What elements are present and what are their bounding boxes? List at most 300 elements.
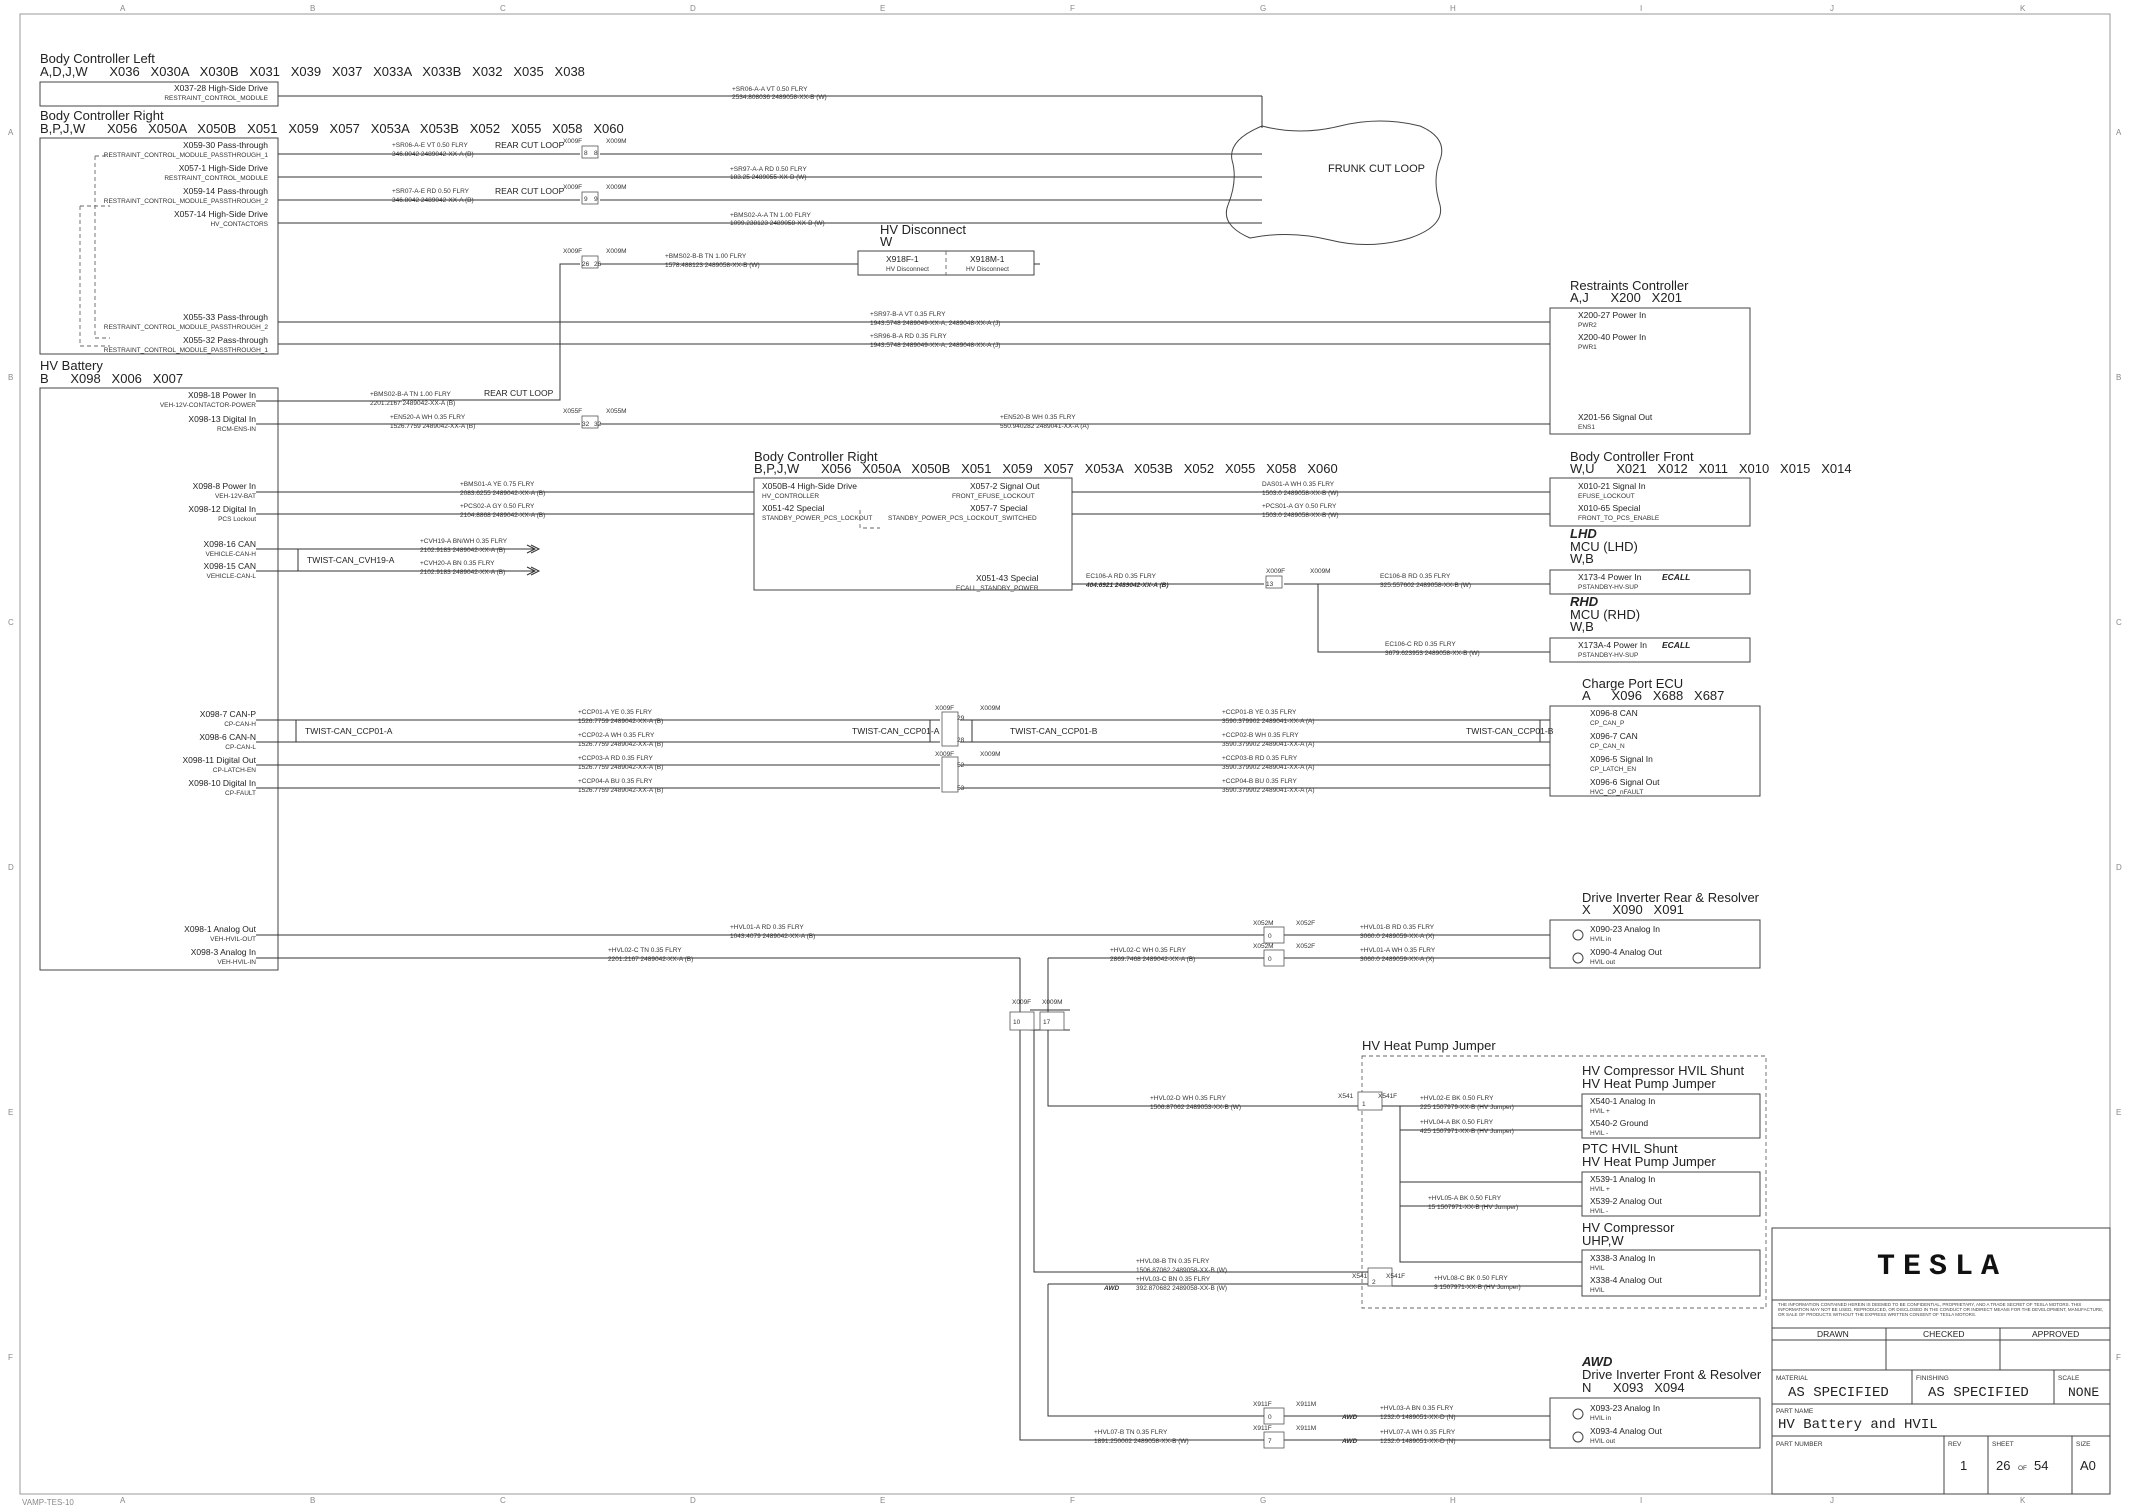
pin-signal: CP-CAN-H [224,721,256,728]
wire-label: +CVH20-A BN 0.35 FLRY [420,560,495,567]
wire-label: DAS01-A WH 0.35 FLRY [1262,481,1335,488]
wire-label: +BMS01-A YE 0.75 FLRY [460,481,535,488]
module-pins: N X093 X094 [1582,1380,1685,1395]
finishing-label: FINISHING [1916,1375,1949,1382]
wire-label: +CCP01-A YE 0.35 FLRY [578,709,653,716]
pin-signal: PWR2 [1578,322,1597,329]
wire-label: +EN520-B WH 0.35 FLRY [1000,414,1076,421]
wire-spec: 1099.238123 2489058-XX-B (W) [730,220,825,227]
pin-label: X096-8 CAN [1590,708,1638,718]
wire-spec: 2102.9183 2489042-XX-A (B) [420,569,506,576]
sheet-value: 26 [1996,1458,2011,1473]
connector-label: X009F [1012,999,1032,1006]
connector-label: X052M [1253,943,1274,950]
connector-pin: 7 [1268,1438,1272,1445]
part-number-label: PART NUMBER [1776,1441,1823,1448]
connector-pin: 8 [594,150,598,157]
wire-spec: 2201.2167 2489042-XX-A (B) [370,400,456,407]
pin-signal: HV Disconnect [886,266,929,273]
connector-pin: 8 [584,150,588,157]
wire-label: +CCP04-B BU 0.35 FLRY [1222,778,1297,785]
module-title: HV Compressor HVIL Shunt [1582,1063,1745,1078]
wire-spec: 325.557602 2489058-XX-B (W) [1380,582,1472,589]
connector-label: X911F [1253,1425,1272,1432]
body-controller-front [1550,449,1852,526]
connector-label: X009F [935,751,955,758]
frunk-cut-loop [1226,121,1441,245]
zone-labels-side [8,128,2122,1362]
zone-label: F [1070,1496,1075,1505]
wire-spec: 1526.7759 2489042-XX-A (B) [390,423,476,430]
pin-signal: PCS Lockout [218,516,256,523]
zone-label: D [2116,863,2122,872]
connector-label: X009F [563,248,583,255]
wire-spec: 346.8042 2489042-XX-A (B) [392,197,474,204]
pin-label: X201-56 Signal Out [1578,412,1653,422]
wire-label: +HVL04-A BK 0.50 FLRY [1420,1119,1494,1126]
pin-signal: VEH-HVIL-OUT [210,936,256,943]
wire-label: +CCP03-B RD 0.35 FLRY [1222,755,1298,762]
zone-label: C [2116,618,2122,627]
disclaimer-text: THE INFORMATION CONTAINED HEREIN IS DEEMED TO BE CONFIDENTIAL, PROPRIETARY, AND A TRADE SECRET OF TESLA MOTORS. THIS INFORMATION MAY NOT BE USED, REPRODUCED, OR DISCLOSED IN THE CONDUCT OR INDIRECT MEANS FOR THE DEVELOPMENT, MANUFACTURE, OR SALE OF PRODUCTS WITHOUT THE EXPRESS WRITTEN CONSENT OF TESLA MOTORS. [1778,1302,2104,1317]
footer-note: VAMP-TES-10 [22,1498,74,1507]
wire-spec: 1943.5748 2489049-XX-A, 2489048-XX-A (J) [870,342,1001,349]
zone-label: J [1830,1496,1834,1505]
pin-signal: RESTRAINT_CONTROL_MODULE_PASSTHROUGH_1 [103,347,268,354]
zone-label: A [8,128,14,137]
pin-signal: VEHICLE-CAN-H [205,551,256,558]
module-title: Restraints Controller [1570,278,1689,293]
wire-spec: 1503.0 2489058-XX-B (W) [1262,490,1339,497]
charge-port-ecu [1550,676,1760,796]
pin-label: X098-16 CAN [203,539,256,549]
awd-label: AWD [1104,1285,1120,1292]
size-label: SIZE [2076,1441,2091,1448]
module-title: Body Controller Left [40,51,155,66]
connector-pin: 0 [1268,956,1272,963]
scale-label: SCALE [2058,1375,2080,1382]
connector-label: X052F [1296,920,1316,927]
zone-label: C [8,618,14,627]
module-title: PTC HVIL Shunt [1582,1141,1678,1156]
wire-label: +CCP03-A RD 0.35 FLRY [578,755,653,762]
wire-spec: 2102.9183 2489042-XX-A (B) [420,547,506,554]
material-label: MATERIAL [1776,1375,1809,1382]
rev-value: 1 [1960,1458,1968,1473]
connector-label: X055F [563,408,583,415]
connector-label: X052M [1253,920,1274,927]
wire-label: +SR96-B-A RD 0.35 FLRY [870,333,947,340]
wire-label: +SR06-A-A VT 0.50 FLRY [732,86,808,93]
wire-label: +SR07-A-E RD 0.50 FLRY [392,188,470,195]
wire-label: +HVL02-C TN 0.35 FLRY [608,947,682,954]
restraints-controller [1550,278,1750,434]
wire-label: +BMS02-A-A TN 1.00 FLRY [730,212,811,219]
sheet-of: OF [2018,1465,2028,1472]
zone-label: B [310,4,316,13]
pin-label: X057-2 Signal Out [970,481,1040,491]
zone-label: E [880,4,886,13]
zone-label: D [8,863,14,872]
pin-label: X090-4 Analog Out [1590,947,1662,957]
size-value: A0 [2080,1458,2096,1473]
module-pins: W,B [1570,619,1594,634]
module-box [40,388,278,970]
wire-spec: 550.940282 2489041-XX-A (A) [1000,423,1089,430]
connector-pin: 1 [1362,1101,1366,1108]
zone-label: B [310,1496,316,1505]
connector-label: X009F [563,138,583,145]
connector-pin: 0 [1268,933,1272,940]
zone-label: E [8,1108,14,1117]
wire-spec: 1503.0 2489058-XX-B (W) [1262,512,1339,519]
connector-label: X009F [935,705,955,712]
connector-pin: 9 [584,196,588,203]
variant-label: AWD [1582,1354,1613,1369]
pin-label: X010-65 Special [1578,503,1641,513]
connector-label: X541F [1378,1093,1398,1100]
pin-signal: VEH-HVIL-IN [217,959,256,966]
connector-label: X009F [563,184,583,191]
pin-signal: HVIL in [1590,936,1612,943]
wire-spec: 3590.379902 2489041-XX-A (A) [1222,787,1315,794]
connector-label: X009M [606,248,627,255]
connector-label: X541 [1338,1093,1354,1100]
wire-spec: 1232.0 1489051-XX-D (N) [1380,1414,1456,1421]
connector-label: X009M [1042,999,1063,1006]
module-pins: A,J X200 X201 [1570,290,1683,305]
zone-label: K [2020,1496,2026,1505]
wires-mid [256,388,1550,576]
module-title: HV Battery [40,358,103,373]
cut-loop-label: REAR CUT LOOP [495,186,565,196]
hvil-lower [1034,1030,1550,1448]
pin-signal: VEH-12V-BAT [214,493,256,500]
sheet-total: 54 [2034,1458,2049,1473]
variant-label: RHD [1570,594,1599,609]
connector-pin: 32 [582,421,590,428]
wire-label: +BMS02-B-B TN 1.00 FLRY [665,253,747,260]
hv-battery [40,358,278,970]
connector-pin: 0 [1268,1414,1272,1421]
wire-spec: 3590.379902 2489041-XX-A (A) [1222,718,1315,725]
connector-pin: 29 [957,715,965,722]
pin-signal: RESTRAINT_CONTROL_MODULE [164,175,268,182]
pin-signal: RESTRAINT_CONTROL_MODULE [164,95,268,102]
awd-label: AWD [1342,1438,1358,1445]
pin-label: X057-7 Special [970,503,1028,513]
wire-spec: 1526.7759 2489042-XX-A (B) [578,764,664,771]
material-value: AS SPECIFIED [1788,1385,1889,1401]
zone-label: F [1070,4,1075,13]
charge-port-wires [256,705,1554,794]
pin-label: X096-6 Signal Out [1590,777,1660,787]
wire-label: +HVL01-A RD 0.35 FLRY [730,924,804,931]
pin-signal: CP_CAN_P [1590,720,1625,727]
wire-label: +HVL03-A BN 0.35 FLRY [1380,1405,1454,1412]
twist-label: TWIST-CAN_CVH19-A [307,555,395,565]
wire-label: +CVH19-A BN/WH 0.35 FLRY [420,538,508,545]
pin-signal: VEH-12V-CONTACTOR-POWER [159,402,256,409]
pin-label: X098-11 Digital Out [182,755,256,765]
wire-spec: 1526.7759 2489042-XX-A (B) [578,741,664,748]
connector-label: X009F [1266,568,1286,575]
rev-label: REV [1948,1441,1962,1448]
wire-label: +HVL01-A WH 0.35 FLRY [1360,947,1436,954]
cut-loop-label: REAR CUT LOOP [484,388,554,398]
pin-signal: HVIL out [1590,959,1616,966]
zone-labels-bottom [120,1496,2026,1505]
connector-label: X541 [1352,1273,1368,1280]
wire-spec: 2083.6255 2489042-XX-A (B) [460,490,546,497]
twist-label: TWIST-CAN_CCP01-B [1010,726,1098,736]
wire-label: +HVL02-D WH 0.35 FLRY [1150,1095,1226,1102]
wire-label: +HVL03-C BN 0.35 FLRY [1136,1276,1211,1283]
module-title: MCU (LHD) [1570,539,1638,554]
module-pins: W,U X021 X012 X011 X010 X015 X014 [1570,461,1852,476]
pin-label: X093-4 Analog Out [1590,1426,1662,1436]
connector-label: X541F [1386,1273,1406,1280]
pin-signal: PSTANDBY-HV-SUP [1578,584,1639,591]
zone-label: C [500,4,506,13]
connector-label: X911M [1296,1401,1317,1408]
pin-label: X539-1 Analog In [1590,1174,1656,1184]
zone-label: H [1450,1496,1456,1505]
connector-label: X911F [1253,1401,1272,1408]
pin-label: X059-14 Pass-through [182,186,268,196]
zone-label: A [120,1496,126,1505]
wire-spec: 225 1507979-XX-B (HV Jumper) [1420,1104,1514,1111]
module-title: Body Controller Right [754,449,878,464]
connector-pin: 32 [594,421,602,428]
module-pins: A X096 X688 X687 [1582,688,1725,703]
module-pins: W [880,234,893,249]
pin-signal: RESTRAINT_CONTROL_MODULE_PASSTHROUGH_2 [103,324,268,331]
pin-signal: CP_CAN_N [1590,743,1625,750]
zone-label: B [2116,373,2122,382]
drawn-label: DRAWN [1817,1329,1849,1339]
connector-pin: 26 [594,261,602,268]
connector-pin: 26 [582,261,590,268]
pin-signal: HV Disconnect [966,266,1009,273]
zone-label: H [1450,4,1456,13]
pin-label: X540-2 Ground [1590,1118,1649,1128]
pin-label: X918F-1 [886,254,919,264]
wire-label: +SR06-A-E VT 0.50 FLRY [392,142,468,149]
module-title: Body Controller Right [40,108,164,123]
module-title: MCU (RHD) [1570,607,1641,622]
wire-spec: 1506.87062 2489053-XX-B (W) [1150,1104,1242,1111]
pin-signal: FRONT_TO_PCS_ENABLE [1578,515,1660,522]
pin-label: X098-6 CAN-N [199,732,256,742]
wire-label: EC106-B RD 0.35 FLRY [1380,573,1451,580]
ecall-label: ECALL [1662,640,1691,650]
pin-label: X098-7 CAN-P [199,709,256,719]
wire-spec: 3060.0 2489059-XX-A (X) [1360,933,1435,940]
module-title: Body Controller Front [1570,449,1694,464]
zone-label: A [2116,128,2122,137]
zone-label: F [8,1353,13,1362]
pin-label: X096-7 CAN [1590,731,1638,741]
wire-label: +BMS02-B-A TN 1.00 FLRY [370,391,451,398]
pin-signal: RCM-ENS-IN [217,426,256,433]
title-block [1772,1228,2110,1494]
wire-spec: 1943.5748 2489049-XX-A, 2489048-XX-A (J) [870,320,1001,327]
pin-label: X918M-1 [970,254,1005,264]
twist-label: TWIST-CAN_CCP01-A [852,726,940,736]
wire-spec: 1232.0 1489051-XX-D (N) [1380,1438,1456,1445]
module-title: Charge Port ECU [1582,676,1684,691]
ecall-label: ECALL [1662,572,1691,582]
cut-loop-label: REAR CUT LOOP [495,140,565,150]
mcu-lhd [1550,526,1750,594]
twist-label: TWIST-CAN_CCP01-B [1466,726,1554,736]
wire-spec: 183.25 2489055-XX-B (W) [730,174,807,181]
wire-label: +HVL01-B RD 0.35 FLRY [1360,924,1435,931]
tesla-logo: TESLA [1876,1250,2008,1284]
pin-signal: CP-FAULT [225,790,256,797]
connector-pin: 13 [1266,581,1274,588]
connector-pin: 28 [957,737,965,744]
pin-label: X055-32 Pass-through [182,335,268,345]
approved-label: APPROVED [2032,1329,2080,1339]
zone-label: J [1830,4,1834,13]
connector-pin: 2 [1372,1279,1376,1286]
wire-label: +SR97-B-A VT 0.35 FLRY [870,311,946,318]
zone-label: G [1260,1496,1267,1505]
module-title: HV Heat Pump Jumper [1582,1076,1716,1091]
pin-signal: HV_CONTACTORS [210,221,268,228]
zone-label: E [2116,1108,2122,1117]
zone-label: I [1640,1496,1643,1505]
module-pins: X X090 X091 [1582,902,1684,917]
wire-label: +SR97-A-A RD 0.50 FLRY [730,166,807,173]
wire-label: +PCS02-A GY 0.50 FLRY [460,503,535,510]
wire-label: +CCP02-B WH 0.35 FLRY [1222,732,1299,739]
wire-spec: 15 1507971-XX-B (HV Jumper) [1428,1204,1519,1211]
connector-pin: 53 [957,785,965,792]
pin-label: X050B-4 High-Side Drive [762,481,857,491]
wire-spec: 425 1507971-XX-B (HV Jumper) [1420,1128,1514,1135]
awd-label: AWD [1342,1414,1358,1421]
wire-spec: 3590.379902 2489041-XX-A (A) [1222,764,1315,771]
wire-label: +HVL08-C BK 0.50 FLRY [1434,1275,1508,1282]
pin-label: X093-23 Analog In [1590,1403,1660,1413]
zone-label: G [1260,4,1267,13]
body-controller-right-mid [754,449,1550,657]
pin-label: X200-40 Power In [1578,332,1647,342]
wire-label: +PCS01-A GY 0.50 FLRY [1262,503,1337,510]
module-title: HV Heat Pump Jumper [1362,1038,1496,1053]
pin-signal: HVIL [1590,1265,1605,1272]
pin-signal: ECALL_STANDBY_POWER [956,585,1039,592]
pin-signal: HVIL - [1590,1208,1609,1215]
wire-label: +EN520-A WH 0.35 FLRY [390,414,466,421]
connector-pin: 10 [1013,1019,1021,1026]
pin-signal: HVIL [1590,1287,1605,1294]
pin-signal: RESTRAINT_CONTROL_MODULE_PASSTHROUGH_1 [103,152,268,159]
zone-label: I [1640,4,1643,13]
pin-label: X098-8 Power In [192,481,256,491]
module-pins: UHP,W [1582,1233,1624,1248]
module-pins: B,P,J,W X056 X050A X050B X051 X059 X057 X053A X053B X052 X055 X058 X060 [754,461,1338,476]
drive-inverter-rear [1550,890,1760,968]
zone-label: D [690,4,696,13]
wire-spec: 1578.488123 2489058-XX-B (W) [665,262,760,269]
wire-label: +HVL08-B TN 0.35 FLRY [1136,1258,1210,1265]
wire-label: +CCP01-B YE 0.35 FLRY [1222,709,1297,716]
part-name-value: HV Battery and HVIL [1778,1417,1938,1433]
wire-label: +CCP04-A BU 0.35 FLRY [578,778,653,785]
wire-spec: 3679.623953 2489058-XX-B (W) [1385,650,1480,657]
connector-label: X009M [980,705,1001,712]
wire-spec: 2201.2167 2489042-XX-A (B) [608,956,694,963]
connector-label: X009M [606,138,627,145]
wire-spec: 1526.7759 2489042-XX-A (B) [578,718,664,725]
mcu-rhd [1550,594,1750,662]
sheet-label: SHEET [1992,1441,2014,1448]
zone-label: E [880,1496,886,1505]
pin-label: X059-30 Pass-through [182,140,268,150]
pin-label: X338-4 Analog Out [1590,1275,1662,1285]
pin-signal: HV_CONTROLLER [762,493,820,500]
module-pins: B X098 X006 X007 [40,371,184,386]
module-pins: B,P,J,W X056 X050A X050B X051 X059 X057 X053A X053B X052 X055 X058 X060 [40,121,624,136]
connector-pin: 52 [957,762,965,769]
pin-label: X057-14 High-Side Drive [173,209,268,219]
module-title: HV Disconnect [880,222,966,237]
finishing-value: AS SPECIFIED [1928,1385,2029,1401]
pin-label: X010-21 Signal In [1578,481,1646,491]
pin-label: X098-12 Digital In [188,504,256,514]
connector-label: X052F [1296,943,1316,950]
wire-spec: 346.8042 2489042-XX-A (B) [392,151,474,158]
wire-spec: 2104.8868 2489042-XX-A (B) [460,512,546,519]
body-controller-left [40,51,585,106]
wire-spec: 2534.808036 2489058-XX-B (W) [732,94,827,101]
zone-label: B [8,373,14,382]
wire-label: +HVL07-A WH 0.35 FLRY [1380,1429,1456,1436]
wire-spec: 404.6921 2489042-XX-A (B) [1086,582,1169,589]
wire-spec: 1506.87062 2489058-XX-B (W) [1136,1267,1228,1274]
connector-label: X009M [606,184,627,191]
zone-label: C [500,1496,506,1505]
wire-spec: 1043.4079 2489042-XX-A (B) [730,933,816,940]
pin-label: X173A-4 Power In [1578,640,1647,650]
pin-signal: STANDBY_POWER_PCS_LOCKOUT [762,515,873,522]
zone-labels-top [120,4,2026,13]
connector-label: X009M [1310,568,1331,575]
hvil-wires [256,920,1550,1440]
pin-label: X173-4 Power In [1578,572,1642,582]
checked-label: CHECKED [1923,1329,1965,1339]
zone-label: D [690,1496,696,1505]
wire-label: EC106-C RD 0.35 FLRY [1385,641,1456,648]
pin-label: X098-3 Analog In [190,947,256,957]
pin-label: X098-13 Digital In [188,414,256,424]
pin-signal: FRONT_EFUSE_LOCKOUT [952,493,1035,500]
zone-label: A [120,4,126,13]
zone-label: F [2116,1353,2121,1362]
wire-label: +HVL02-C WH 0.35 FLRY [1110,947,1186,954]
wire-spec: 3590.379902 2489041-XX-A (A) [1222,741,1315,748]
pin-label: X051-43 Special [976,573,1039,583]
hv-heat-pump-jumper [1338,1038,1766,1308]
pin-signal: HVIL + [1590,1186,1610,1193]
pin-label: X540-1 Analog In [1590,1096,1656,1106]
connector-label: X009M [980,751,1001,758]
pin-label: X098-10 Digital In [188,778,256,788]
